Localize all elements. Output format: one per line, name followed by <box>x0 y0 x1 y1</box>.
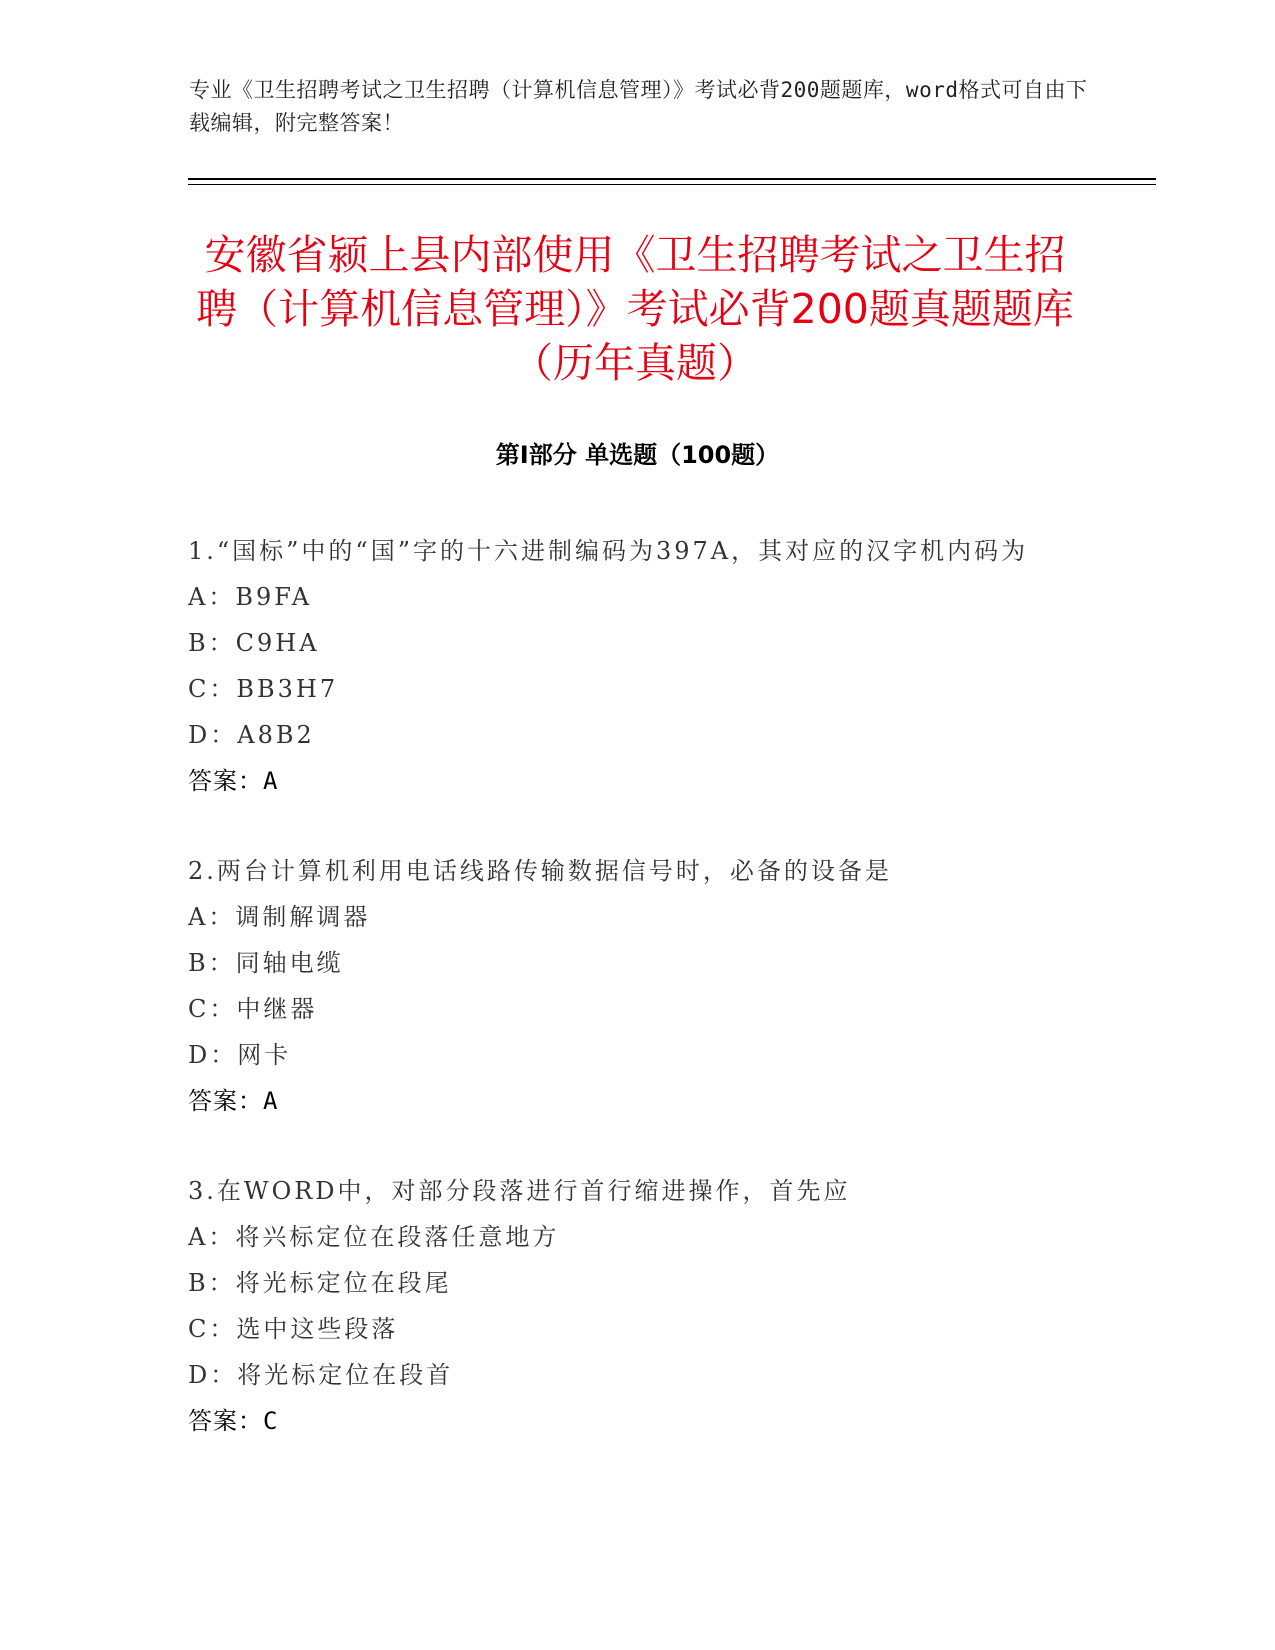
question-option: C：中继器 <box>188 995 318 1023</box>
header-rule-thick <box>188 178 1156 180</box>
header-note: 专业《卫生招聘考试之卫生招聘（计算机信息管理）》考试必背200题题库，word格式可自由下载编辑，附完整答案！ <box>189 78 1088 135</box>
question-option: C：BB3H7 <box>188 675 339 703</box>
question-option: D：将光标定位在段首 <box>188 1361 454 1389</box>
question-item <box>188 848 1088 1124</box>
answer-label: 答案： <box>188 1407 263 1435</box>
header-rule-thin <box>188 184 1156 185</box>
question-item <box>188 528 1088 804</box>
question-stem: 2.两台计算机利用电话线路传输数据信号时，必备的设备是 <box>188 857 892 885</box>
question-option: B：C9HA <box>188 629 320 657</box>
section-title: 第I部分 单选题（100题） <box>495 441 780 469</box>
question-option: A：调制解调器 <box>188 903 371 931</box>
question-item <box>188 1168 1088 1444</box>
question-answer <box>188 1398 1088 1444</box>
question-option: B：将光标定位在段尾 <box>188 1269 452 1297</box>
question-option: B：同轴电缆 <box>188 949 344 977</box>
answer-label: 答案： <box>188 767 263 795</box>
question-stem: 1.“国标”中的“国”字的十六进制编码为397A，其对应的汉字机内码为 <box>188 537 1029 565</box>
answer-value: A <box>263 767 279 795</box>
question-option: A：B9FA <box>188 583 313 611</box>
answer-label: 答案： <box>188 1087 263 1115</box>
question-option: D：网卡 <box>188 1041 292 1069</box>
document-title: 安徽省颍上县内部使用《卫生招聘考试之卫生招聘（计算机信息管理）》考试必背200题真题题库（历年真题） <box>196 231 1074 387</box>
question-answer <box>188 758 1088 804</box>
question-option: D：A8B2 <box>188 721 315 749</box>
answer-value: C <box>263 1407 279 1435</box>
question-option: A：将兴标定位在段落任意地方 <box>188 1223 560 1251</box>
question-answer <box>188 1078 1088 1124</box>
answer-value: A <box>263 1087 279 1115</box>
question-stem: 3.在WORD中，对部分段落进行首行缩进操作，首先应 <box>188 1177 851 1205</box>
question-list <box>188 528 1088 1488</box>
question-option: C：选中这些段落 <box>188 1315 399 1343</box>
